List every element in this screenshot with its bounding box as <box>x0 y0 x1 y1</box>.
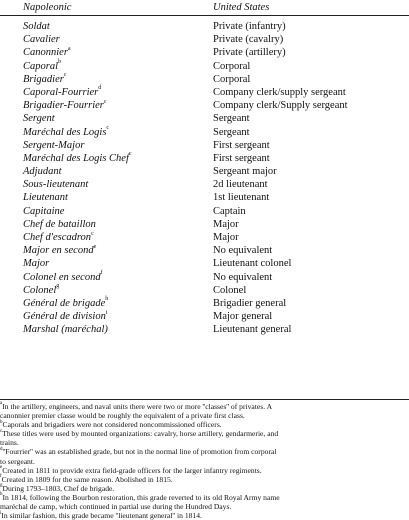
napoleonic-rank-text: Sergent-Major <box>23 139 85 151</box>
footnote-text: Created in 1811 to provide extra field-grade officers for the larger infantry regiments. <box>2 465 262 475</box>
napoleonic-rank <box>23 112 55 125</box>
us-equivalent-rank: Lieutenant general <box>213 324 292 336</box>
napoleonic-rank <box>23 297 108 310</box>
footnote-mark: f <box>0 474 2 480</box>
napoleonic-rank-text: Major <box>23 258 50 270</box>
napoleonic-rank <box>23 231 94 244</box>
footnote-line <box>0 475 409 484</box>
napoleonic-rank <box>23 310 108 323</box>
footnote-line <box>0 447 409 456</box>
us-equivalent-rank: Brigadier general <box>213 297 287 309</box>
footnote-marker: d <box>98 85 102 92</box>
footnote-marker: h <box>105 296 109 303</box>
napoleonic-rank <box>23 73 67 86</box>
footnote-rule <box>0 399 409 400</box>
table-row <box>0 323 409 336</box>
table-row <box>0 297 409 310</box>
napoleonic-rank <box>23 99 107 112</box>
column-header-united-states: United States <box>213 2 270 13</box>
footnote-line <box>0 438 409 447</box>
napoleonic-rank-text: Soldat <box>23 21 50 32</box>
footnote-text: Created in 1809 for the same reason. Abolished in 1815. <box>1 474 173 484</box>
table-row <box>0 231 409 244</box>
us-equivalent-rank: First sergeant <box>213 139 270 151</box>
us-equivalent-rank: Major general <box>213 311 273 323</box>
table-row <box>0 191 409 204</box>
footnote-line <box>0 511 409 520</box>
napoleonic-rank-text: Maréchal des Logis <box>23 126 107 138</box>
napoleonic-rank-text: Brigadier-Fourrier <box>23 100 104 112</box>
napoleonic-rank-text: Capitaine <box>23 205 65 217</box>
footnote-marker: c <box>128 151 132 158</box>
table-row <box>0 257 409 270</box>
footnote-text: Caporals and brigadiers were not considered noncommissioned officers. <box>2 420 222 430</box>
table-row <box>0 112 409 125</box>
footnote-mark: i <box>0 510 2 516</box>
table-row <box>0 46 409 59</box>
footnote-mark: a <box>0 401 3 407</box>
us-equivalent-rank: Colonel <box>213 284 247 296</box>
footnote-marker: e <box>93 243 97 250</box>
footnote-marker: a <box>67 45 71 52</box>
napoleonic-rank-text: Canonnier <box>23 47 68 59</box>
table-row <box>0 165 409 178</box>
napoleonic-rank <box>23 33 60 46</box>
table-row <box>0 33 409 46</box>
us-equivalent-rank: 2d lieutenant <box>213 179 268 191</box>
footnote-line <box>0 502 409 511</box>
napoleonic-rank-text: Général de division <box>23 311 106 323</box>
table-row <box>0 178 409 191</box>
us-equivalent-rank: Corporal <box>213 73 251 85</box>
footnote-mark: g <box>0 483 3 489</box>
table-row <box>0 244 409 257</box>
table-row <box>0 205 409 218</box>
table-row <box>0 284 409 297</box>
napoleonic-rank <box>23 323 108 336</box>
napoleonic-rank-text: Chef de bataillon <box>23 218 96 230</box>
footnote-line <box>0 493 409 502</box>
footnote-mark: c <box>0 428 3 434</box>
napoleonic-rank-text: Colonel en second <box>23 271 101 283</box>
napoleonic-rank-text: Maréchal des Logis Chef <box>23 152 129 164</box>
footnote-line <box>0 484 409 493</box>
us-equivalent-rank: Private (infantry) <box>213 21 286 32</box>
footnote-text: During 1793–1803, Chef de brigade. <box>2 483 115 493</box>
table-row <box>0 86 409 99</box>
napoleonic-rank <box>23 139 84 152</box>
us-equivalent-rank: Sergeant <box>213 126 250 138</box>
napoleonic-rank <box>23 46 71 59</box>
footnote-text: to sergeant. <box>0 456 35 466</box>
footnote-marker: c <box>106 125 110 131</box>
footnote-marker: b <box>58 59 62 66</box>
footnote-text: ''Fourrier'' was an established grade, but not in the normal line of promotion from corporal <box>2 447 277 457</box>
table-row <box>0 60 409 73</box>
footnote-line <box>0 402 409 411</box>
napoleonic-rank <box>23 284 59 297</box>
footnote-marker: g <box>56 283 60 290</box>
footnote-mark: b <box>0 419 3 425</box>
napoleonic-rank <box>23 244 96 257</box>
table-row <box>0 271 409 284</box>
us-equivalent-rank: No equivalent <box>213 245 273 257</box>
rank-table-body <box>0 20 409 337</box>
footnote-text: In the artillery, engineers, and naval units there were two or more ''classes'' of privates. A <box>2 402 273 411</box>
footnote-text: In similar fashion, this grade became ''lieutenant general'' in 1814. <box>1 511 202 520</box>
footnote-marker: c <box>91 230 94 237</box>
us-equivalent-rank: Private (cavalry) <box>213 34 284 46</box>
footnote-mark: d <box>0 446 3 452</box>
us-equivalent-rank: No equivalent <box>213 271 273 283</box>
us-equivalent-rank: 1st lieutenant <box>213 192 270 204</box>
napoleonic-rank <box>23 152 132 165</box>
napoleonic-rank <box>23 205 64 218</box>
us-equivalent-rank: Private (artillery) <box>213 47 286 59</box>
footnote-line <box>0 457 409 466</box>
table-row <box>0 99 409 112</box>
footnote-marker: c <box>103 98 107 105</box>
footnote-line <box>0 411 409 420</box>
us-equivalent-rank: Major <box>213 232 239 243</box>
table-row <box>0 152 409 165</box>
footnote-text: trains. <box>0 438 19 448</box>
us-equivalent-rank: Company clerk/Supply sergeant <box>213 100 348 112</box>
us-equivalent-rank: Captain <box>213 205 246 217</box>
footnote-line <box>0 429 409 438</box>
napoleonic-rank-text: Brigadier <box>23 73 64 85</box>
table-header <box>0 0 409 15</box>
napoleonic-rank <box>23 165 62 178</box>
footnote-text: These titles were used by mounted organizations: cavalry, horse artillery, gendarmerie, and <box>2 429 279 439</box>
footnote-mark: e <box>0 465 3 471</box>
napoleonic-rank <box>23 60 61 73</box>
napoleonic-rank <box>23 218 96 231</box>
us-equivalent-rank: Sergeant major <box>213 166 277 178</box>
napoleonic-rank <box>23 271 103 284</box>
napoleonic-rank-text: Caporal-Fourrier <box>23 86 99 98</box>
napoleonic-rank-text: Chef d'escadron <box>23 232 92 243</box>
napoleonic-rank-text: Caporal <box>23 60 59 72</box>
footnote-mark: h <box>0 492 3 498</box>
table-row <box>0 73 409 86</box>
napoleonic-rank-text: Colonel <box>23 284 57 296</box>
napoleonic-rank <box>23 178 88 191</box>
table-row <box>0 139 409 152</box>
napoleonic-rank <box>23 257 49 270</box>
footnote-text: In 1814, following the Bourbon restoration, this grade reverted to its old Royal Army name <box>2 492 280 502</box>
footnotes <box>0 402 409 520</box>
table-row <box>0 126 409 139</box>
table-row <box>0 20 409 33</box>
footnote-line <box>0 420 409 429</box>
napoleonic-rank <box>23 191 68 204</box>
us-equivalent-rank: First sergeant <box>213 152 270 164</box>
napoleonic-rank-text: Adjudant <box>23 166 62 178</box>
napoleonic-rank-text: Marshal (maréchal) <box>23 324 108 336</box>
napoleonic-rank-text: Sous-lieutenant <box>23 179 89 191</box>
us-equivalent-rank: Major <box>213 218 239 230</box>
header-rule <box>0 15 409 16</box>
column-header-napoleonic: Napoleonic <box>23 2 72 13</box>
us-equivalent-rank: Lieutenant colonel <box>213 258 292 270</box>
napoleonic-rank-text: Général de brigade <box>23 297 106 309</box>
napoleonic-rank <box>23 126 109 139</box>
napoleonic-rank-text: Sergent <box>23 113 55 125</box>
us-equivalent-rank: Company clerk/supply sergeant <box>213 86 346 98</box>
us-equivalent-rank: Corporal <box>213 60 251 72</box>
napoleonic-rank-text: Lieutenant <box>23 192 68 204</box>
napoleonic-rank <box>23 86 101 99</box>
napoleonic-rank-text: Cavalier <box>23 34 60 46</box>
table-row <box>0 310 409 323</box>
us-equivalent-rank: Sergeant <box>213 113 250 125</box>
napoleonic-rank <box>23 20 50 33</box>
table-row <box>0 218 409 231</box>
footnote-line <box>0 466 409 475</box>
footnote-text: canonnier premier classe would be roughly the equivalent of a private first class. <box>0 411 245 421</box>
footnote-text: maréchal de camp, which continued in partial use during the Hundred Days. <box>0 502 232 512</box>
footnote-marker: f <box>100 270 103 277</box>
napoleonic-rank-text: Major en second <box>23 245 94 257</box>
footnote-marker: c <box>63 72 67 79</box>
footnote-marker: i <box>105 309 108 316</box>
